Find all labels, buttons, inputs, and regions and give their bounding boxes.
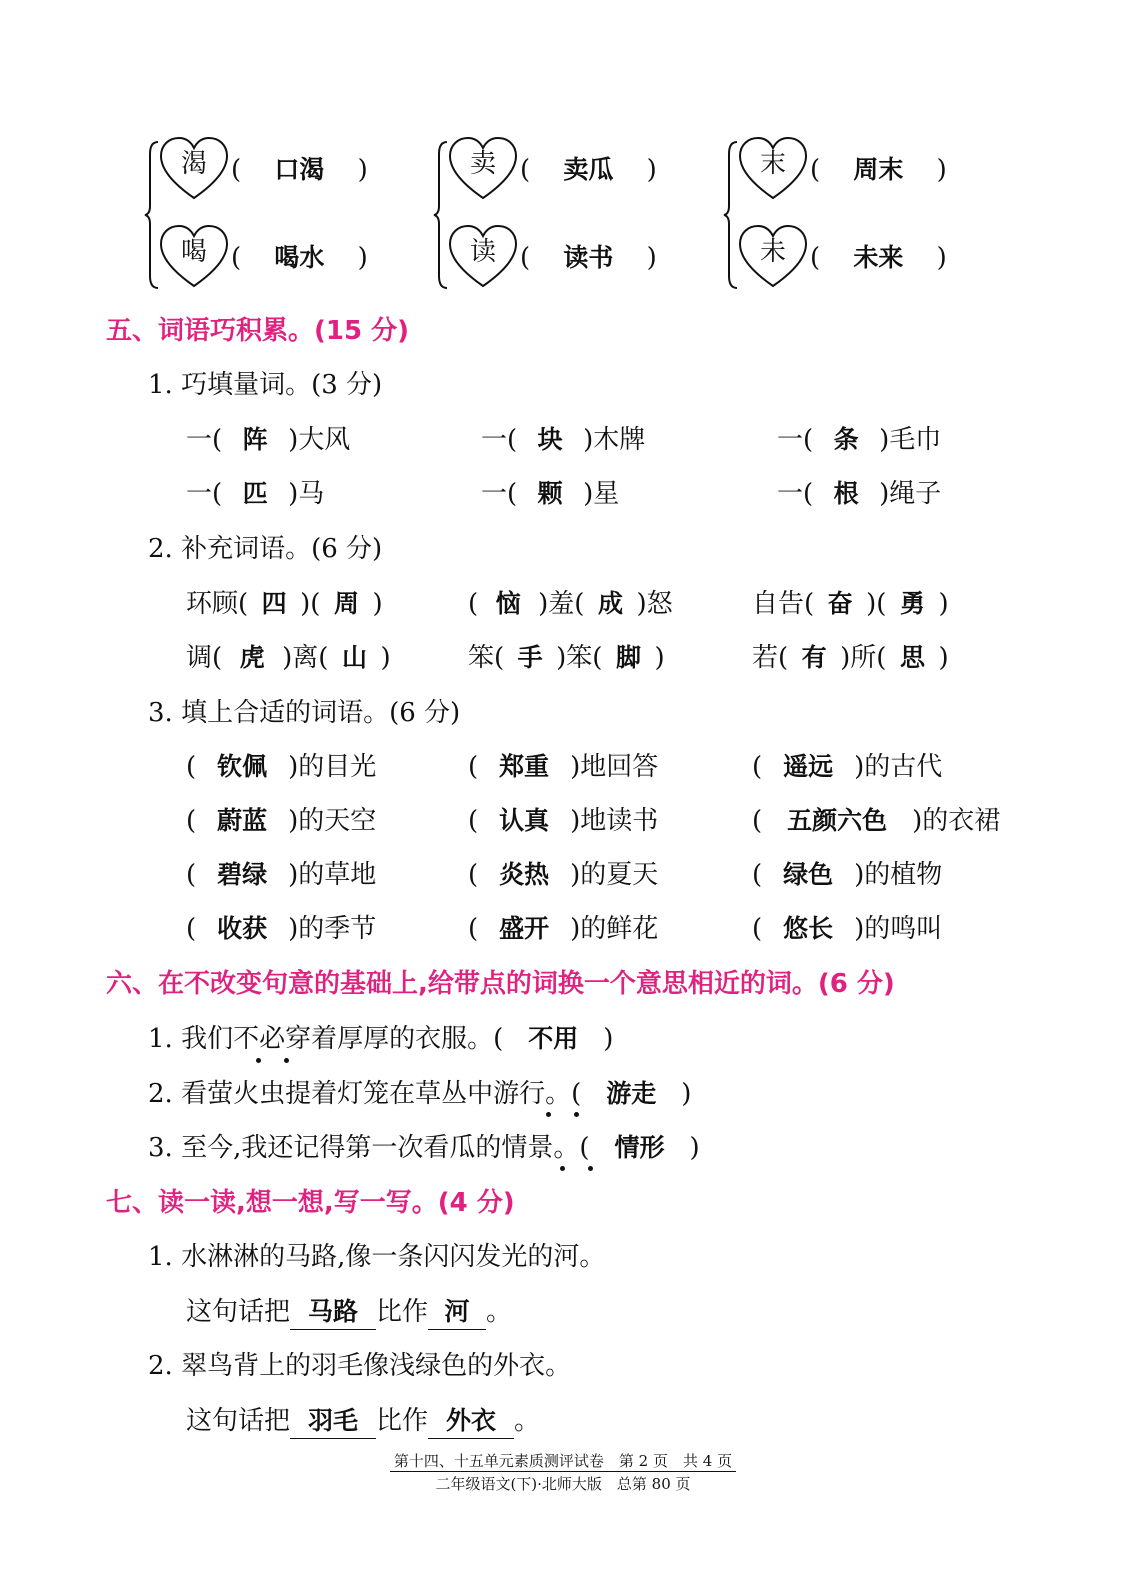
measure-item: 一( 颗 )星: [481, 479, 620, 509]
answer-text: 喝水: [274, 243, 325, 272]
heart-icon: [447, 224, 519, 290]
heart-char: 卖: [469, 149, 496, 179]
metaphor-sentence: 1. 水淋淋的马路,像一条闪闪发光的河。: [148, 1242, 606, 1272]
emphasis-dot: [574, 1112, 579, 1117]
idiom-item: 若( 有 )所( 思 ): [752, 643, 949, 673]
synonym-item: 3. 至今,我还记得第一次看瓜的情景。( 情形 ): [148, 1133, 700, 1163]
emphasis-dot: [256, 1058, 261, 1063]
idiom-item: 调( 虎 )离( 山 ): [186, 643, 391, 673]
phrase-item: ( 五颜六色 )的衣裙: [752, 806, 1001, 836]
emphasis-dot: [588, 1166, 593, 1171]
heart-char: 渴: [180, 149, 207, 179]
answer-text: 读书: [563, 243, 614, 272]
metaphor-sentence: 2. 翠鸟背上的羽毛像浅绿色的外衣。: [148, 1351, 572, 1381]
metaphor-answer: 这句话把 羽毛 比作 外衣 。: [186, 1404, 540, 1439]
metaphor-answer: 这句话把 马路 比作 河 。: [186, 1295, 512, 1330]
phrase-item: ( 碧绿 )的草地: [186, 860, 377, 890]
answer-text: 未来: [853, 243, 904, 272]
measure-item: 一( 匹 )马: [186, 479, 325, 509]
synonym-item: 2. 看萤火虫提着灯笼在草丛中游行。( 游走 ): [148, 1079, 692, 1109]
measure-item: 一( 根 )绳子: [777, 479, 942, 509]
heart-char: 末: [759, 149, 786, 179]
phrase-item: ( 炎热 )的夏天: [468, 860, 659, 890]
emphasis-dot: [546, 1112, 551, 1117]
measure-item: 一( 条 )毛巾: [777, 425, 942, 455]
phrase-item: ( 悠长 )的鸣叫: [752, 914, 943, 944]
emphasis-dot: [284, 1058, 289, 1063]
idiom-item: 环顾( 四 )( 周 ): [186, 589, 383, 619]
question-title: 3. 填上合适的词语。(6 分): [148, 698, 461, 728]
question-title: 2. 补充词语。(6 分): [148, 534, 383, 564]
phrase-item: ( 郑重 )地回答: [468, 752, 659, 782]
answer-text: 卖瓜: [563, 155, 614, 184]
heart-char: 读: [469, 237, 496, 267]
phrase-item: ( 认真 )地读书: [468, 806, 659, 836]
heart-icon: [737, 224, 809, 290]
phrase-item: ( 蔚蓝 )的天空: [186, 806, 377, 836]
footer-line-1: 第十四、十五单元素质测评试卷 第 2 页 共 4 页: [333, 1451, 793, 1472]
measure-item: 一( 块 )木牌: [481, 425, 646, 455]
section-7-title: 七、读一读,想一想,写一写。(4 分): [106, 1188, 515, 1218]
idiom-item: 笨( 手 )笨( 脚 ): [468, 643, 665, 673]
section-5-title: 五、词语巧积累。(15 分): [106, 316, 409, 346]
phrase-item: ( 绿色 )的植物: [752, 860, 943, 890]
heart-char: 未: [759, 237, 786, 267]
phrase-item: ( 盛开 )的鲜花: [468, 914, 659, 944]
question-title: 1. 巧填量词。(3 分): [148, 370, 383, 400]
emphasis-dot: [560, 1166, 565, 1171]
phrase-item: ( 遥远 )的古代: [752, 752, 943, 782]
phrase-item: ( 钦佩 )的目光: [186, 752, 377, 782]
heart-char: 喝: [180, 237, 207, 267]
idiom-item: ( 恼 )羞( 成 )怒: [468, 589, 673, 619]
heart-icon: [447, 136, 519, 202]
synonym-item: 1. 我们不必穿着厚厚的衣服。( 不用 ): [148, 1024, 614, 1054]
answer-text: 口渴: [274, 155, 325, 184]
phrase-item: ( 收获 )的季节: [186, 914, 377, 944]
section-6-title: 六、在不改变句意的基础上,给带点的词换一个意思相近的词。(6 分): [106, 969, 895, 999]
heart-icon: [158, 136, 230, 202]
answer-text: 周末: [853, 155, 904, 184]
idiom-item: 自告( 奋 )( 勇 ): [752, 589, 949, 619]
heart-icon: [158, 224, 230, 290]
measure-item: 一( 阵 )大风: [186, 425, 351, 455]
heart-icon: [737, 136, 809, 202]
footer-line-2: 二年级语文(下)·北师大版 总第 80 页: [435, 1475, 691, 1493]
